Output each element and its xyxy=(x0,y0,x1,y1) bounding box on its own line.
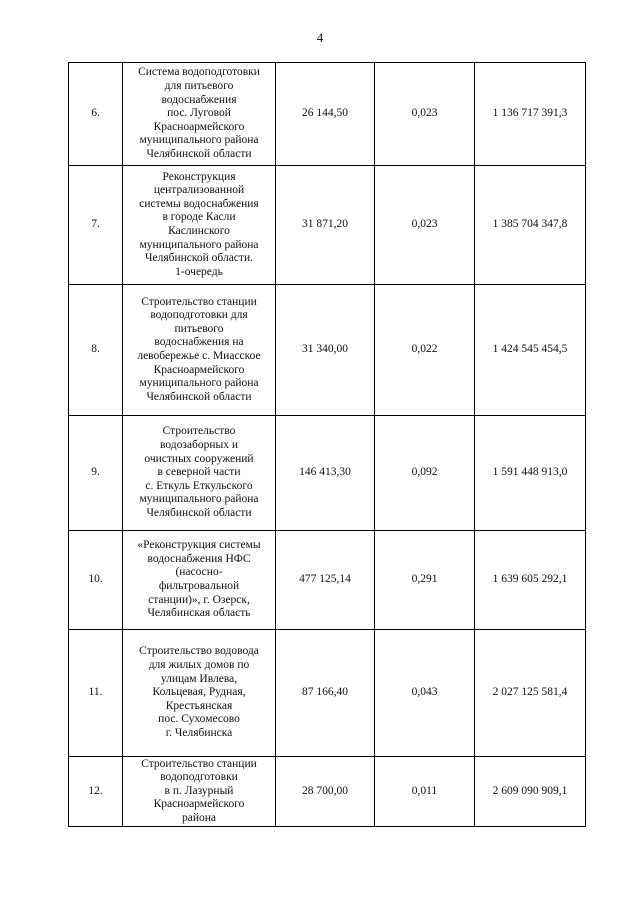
project-name-line: Челябинской области xyxy=(146,506,252,519)
table-row xyxy=(69,757,586,827)
projects-table xyxy=(68,62,586,827)
project-name-line: Строительство станции xyxy=(141,295,257,308)
project-name-line: пос. Луговой xyxy=(167,107,231,120)
project-name-line: очистных сооружений xyxy=(144,452,254,465)
project-name-line: водоподготовки xyxy=(160,771,238,784)
project-name-line: водозаборных и xyxy=(159,439,239,452)
project-name-cell xyxy=(123,757,276,827)
row-number-cell: 6. xyxy=(69,63,123,166)
project-name-line: фильтровальной xyxy=(158,580,240,592)
row-number-cell: 7. xyxy=(69,166,123,285)
capacity-cell: 146 413,30 xyxy=(276,416,375,531)
ratio-cell: 0,023 xyxy=(375,166,475,285)
project-name-line: водоснабжения на xyxy=(154,336,244,349)
table-row xyxy=(69,630,586,757)
project-name-line: Кольцевая, Рудная, xyxy=(152,686,246,699)
project-name-line: водоподготовки для xyxy=(150,309,248,322)
page-number: 4 xyxy=(316,30,324,45)
project-name-line: муниципального района xyxy=(139,377,259,390)
capacity-cell: 477 125,14 xyxy=(276,531,375,630)
project-name-line: питьевого xyxy=(174,322,224,335)
project-name-cell xyxy=(123,630,276,757)
project-name-cell xyxy=(123,63,276,166)
row-number-cell: 12. xyxy=(69,757,123,827)
project-name-line: Челябинской области xyxy=(146,147,252,160)
project-name-line: улицам Ивлева, xyxy=(160,672,238,685)
capacity-cell: 26 144,50 xyxy=(276,63,375,166)
capacity-cell: 28 700,00 xyxy=(276,757,375,827)
ratio-cell: 0,291 xyxy=(375,531,475,630)
capacity-cell: 31 340,00 xyxy=(276,285,375,416)
cost-cell: 1 385 704 347,8 xyxy=(475,166,586,285)
project-name-line: (насосно- xyxy=(175,566,223,579)
cost-cell: 1 591 448 913,0 xyxy=(475,416,586,531)
capacity-cell: 31 871,20 xyxy=(276,166,375,285)
project-name-line: Система водоподготовки xyxy=(138,66,260,79)
project-name-line: Реконструкция xyxy=(162,170,236,183)
cost-cell: 2 027 125 581,4 xyxy=(475,630,586,757)
project-name-line: Строительство xyxy=(162,425,236,438)
project-name-line: Красноармейского xyxy=(153,798,245,811)
project-name-line: водоснабжения xyxy=(161,93,237,106)
project-name-line: системы водоснабжения xyxy=(139,197,259,210)
project-name-line: для питьевого xyxy=(164,80,234,93)
project-name-line: для жилых домов по xyxy=(148,659,250,672)
project-name-line: водоснабжения НФС xyxy=(147,552,251,565)
table-row xyxy=(69,285,586,416)
row-number-cell: 9. xyxy=(69,416,123,531)
ratio-cell: 0,092 xyxy=(375,416,475,531)
capacity-cell: 87 166,40 xyxy=(276,630,375,757)
project-name-line: Крестьянская xyxy=(165,699,233,712)
project-name-line: станции)», г. Озерск, xyxy=(148,593,250,606)
project-name-line: в п. Лазурный xyxy=(164,784,234,797)
project-name-line: Строительство водовода xyxy=(139,645,259,658)
table-row xyxy=(69,166,586,285)
project-name-line: централизованной xyxy=(153,184,245,197)
project-name-line: «Реконструкция системы xyxy=(137,539,261,552)
row-number-cell: 8. xyxy=(69,285,123,416)
project-name-line: Красноармейского xyxy=(153,363,245,376)
project-name-line: левобережье с. Миасское xyxy=(137,350,261,362)
project-name-line: Красноармейского xyxy=(153,120,245,133)
row-number-cell: 11. xyxy=(69,630,123,757)
project-name-cell xyxy=(123,416,276,531)
table-row xyxy=(69,531,586,630)
project-name-line: муниципального района xyxy=(139,134,259,147)
project-name-line: Каслинского xyxy=(168,225,230,237)
project-name-line: района xyxy=(181,811,217,824)
project-name-line: в городе Касли xyxy=(162,211,236,224)
row-number-cell: 10. xyxy=(69,531,123,630)
project-name-line: муниципального района xyxy=(139,238,259,251)
project-name-line: муниципального района xyxy=(139,493,259,506)
project-name-line: Строительство станции xyxy=(141,757,257,770)
cost-cell: 1 424 545 454,5 xyxy=(475,285,586,416)
project-name-line: 1-очередь xyxy=(175,265,223,278)
projects-table-body xyxy=(69,63,586,827)
project-name-line: пос. Сухомесово xyxy=(158,713,240,726)
project-name-cell xyxy=(123,531,276,630)
cost-cell: 2 609 090 909,1 xyxy=(475,757,586,827)
ratio-cell: 0,043 xyxy=(375,630,475,757)
ratio-cell: 0,023 xyxy=(375,63,475,166)
table-row xyxy=(69,63,586,166)
project-name-line: в северной части xyxy=(157,466,241,479)
project-name-cell xyxy=(123,285,276,416)
project-name-line: Челябинской области. xyxy=(145,252,253,265)
project-name-cell xyxy=(123,166,276,285)
project-name-line: Челябинская область xyxy=(147,607,251,620)
cost-cell: 1 639 605 292,1 xyxy=(475,531,586,630)
ratio-cell: 0,011 xyxy=(375,757,475,827)
project-name-line: с. Еткуль Еткульского xyxy=(145,479,253,492)
ratio-cell: 0,022 xyxy=(375,285,475,416)
project-name-line: Челябинской области xyxy=(146,390,252,403)
table-row xyxy=(69,416,586,531)
cost-cell: 1 136 717 391,3 xyxy=(475,63,586,166)
project-name-line: г. Челябинска xyxy=(165,726,233,739)
